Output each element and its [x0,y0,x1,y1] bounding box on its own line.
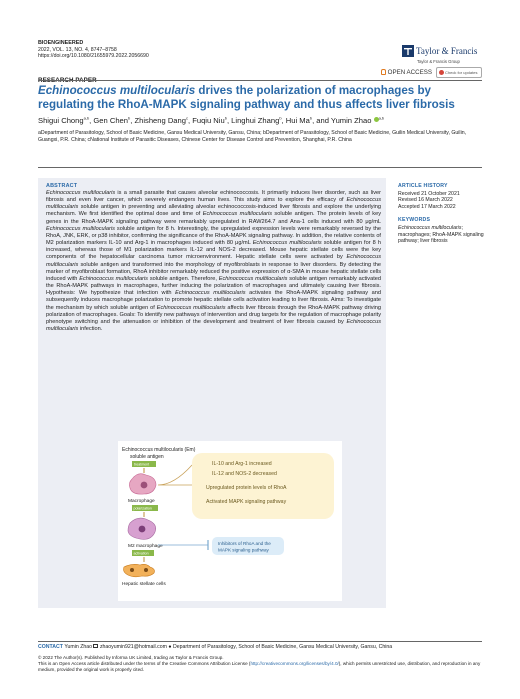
keywords-text: Echinococcus multilocularis; macrophages; RhoA-MAPK signaling pathway; liver fibrosis [398,224,484,245]
footer-divider [38,641,482,642]
macrophage-label: Macrophage [128,499,155,504]
journal-name: BIOENGINEERED [38,40,84,46]
article-type: RESEARCH PAPER [38,77,97,84]
received-date: Received 21 October 2021 [398,190,460,197]
hsc-label: Hepatic stellate cells [122,582,166,587]
taylor-francis-icon [402,45,414,57]
journal-volume: 2022, VOL. 13, NO. 4, 8747–8758 [38,46,117,53]
header-divider [38,80,482,81]
revised-date: Revised 16 March 2022 [398,197,453,204]
contact-name: Yumin Zhao [64,644,93,650]
keywords-heading: KEYWORDS [398,217,431,224]
antigen-label: Echinococcus multilocularis (Em) [122,447,196,453]
journal-info [38,40,149,60]
affiliation-divider [38,167,482,168]
article-type-row [38,69,482,84]
result-line-1: IL-10 and Arg-1 increased [212,461,272,467]
check-updates-label: Check for updates [445,70,478,75]
inhibitor-line-1: Inhibitors of RhoA and the [218,541,271,546]
open-lock-icon [381,69,386,75]
inhibitor-line-2: MAPK signaling pathway [218,547,269,553]
graphical-abstract [118,441,342,601]
abstract-heading: ABSTRACT [46,183,78,189]
title-text: drives the polarization of macrophages by regulating the RhoA-MAPK signaling pathway and thus affects liver fibrosis [38,84,455,111]
author-list [38,115,482,125]
license-line: This is an Open Access article distributed under the terms of the Creative Commons Attribution License (http://creativecommons.org/licenses/by/4.0/), which permits unrestricted use, distribution, and reproduction in any medium, provided the original work is properly cited. [38,661,481,673]
address-icon: ● [168,644,172,650]
article-title [38,84,488,112]
antigen-label-2: soluble antigen [130,454,164,460]
open-access-label: OPEN ACCESS [387,69,432,76]
result-line-4: Activated MAPK signaling pathway [206,499,287,505]
title-species: Echinococcus multilocularis [38,84,196,97]
history-heading: ARTICLE HISTORY [398,183,448,189]
svg-text:polarization: polarization [133,506,152,511]
contact-email[interactable]: zhaoyumin921@hotmail.com [99,644,167,650]
article-sidebar [398,183,484,245]
license-link[interactable]: http://creativecommons.org/licenses/by/4.0/ [250,661,339,667]
accepted-date: Accepted 17 March 2022 [398,203,456,210]
publisher-name: Taylor & Francis [416,45,478,56]
authors-text: Shigui Chong$^{a,b}$, Gen Chen$^b$, Zhisheng Dang$^c$, Fuqiu Niu$^b$, Linghui Zhang$^b$, Hui Ma$^b$, and Yumin Zhao $^{a,b}$ [38,115,385,125]
crossmark-icon [439,70,444,75]
copyright-line: © 2022 The Author(s). Published by Informa UK Limited, trading as Taylor & Francis Group. [38,655,224,660]
svg-text:activation: activation [133,551,149,556]
contact-address: Department of Parasitology, School of Basic Medicine, Gansu Medical University, Gansu, China [172,644,393,650]
affiliations: aDepartment of Parasitology, School of Basic Medicine, Gansu Medical University, Gansu, China; bDepartment of Parasitology, School of Basic Medicine, Guilin Medical University, Guilin, Guangxi, P.R. China; cNational Institute of Parasitic Diseases, Chinese Center for Disease Control and Prevention, Shanghai, P.R. China [38,130,467,144]
publisher-logo [402,42,482,64]
check-updates-button[interactable] [436,67,482,78]
copyright-notice [38,655,482,674]
abstract-text: Echinococcus multilocularis is a small parasite that causes alveolar echinococcosis. It primarily induces liver disorder, such as liver fibrosis and even liver cancer, which severely endangers human lives. This study aims to explore the efficacy of Echinococcus multilocularis soluble antigen in preventing and alleviating alveolar echinococcosis-induced liver fibrosis and explore the underlying mechanism. We first identified the optimal dose and time of Echinococcus multilocularis soluble antigen. The protein levels of key genes in the RhoA-MAPK signaling pathway were remarkably upregulated in RAW264.7 and Ana-1 cells induced with 80 μg/mL Echinococcus multilocularis soluble antigen for 8 h. Interestingly, the upregulated expression levels were remarkably reversed by the RhoA, JNK, ERK, or p38 inhibitor, confirming the significance of the RhoA-MAPK signaling pathway. In addition, the relative contents of M2 polarization markers IL-10 and Arg-1 in macrophages induced with 80 μg/mL Echinococcus multilocularis soluble antigen for 8 h increased, whereas those of M1 polarization markers IL-12 and NOS-2 decreased. Mouse hepatic stellate cells were the key components of the hepatocellular carcinoma tumor microenvironment. Hepatic stellate cells were activated by Echinococcus multilocularis soluble antigen and transformed into the morphology of myofibroblasts in response to liver disorders. By detecting the marker of myofibroblast formation, RhoA inhibitor remarkably reduced the positive expression of α-SMA in mouse hepatic stellate cells induced with Echinococcus multilocularis soluble antigen. Therefore, Echinococcus multilocularis soluble antigen remarkably activated the RhoA-MAPK pathways in macrophages, further inducing the polarization of macrophages and ultimately causing liver fibrosis. Hypothesis: We hypothesize that infection with Echinococcus multilocularis activates the RhoA-MAPK signaling pathway and subsequently induces macrophage polarization to promote hepatic stellate cells activation leading to liver fibrosis. Aims: To investigate the mechanism by which soluble antigen of Echinococcus multilocularis affects liver fibrosis through the RhoA-MAPK pathway driving polarization of macrophages. Goals: To identify new pathways of intervention and drug targets for the regulation of macrophage polarity phenotype switching and the attenuation or inhibition of the development and treatment of liver fibrosis caused by Echinococcus multilocularis infection. [46,190,382,332]
contact-line [38,644,482,651]
svg-text:treatment: treatment [134,462,150,467]
email-icon [93,644,98,648]
publisher-subtitle: Taylor & Francis Group [417,59,460,64]
open-access-badge [381,69,432,76]
journal-doi[interactable]: https://doi.org/10.1080/21655979.2022.2056690 [38,53,149,60]
result-line-3: Upregulated protein levels of RhoA [206,485,287,491]
result-line-2: IL-12 and NOS-2 decreased [212,471,277,477]
contact-label: CONTACT [38,644,63,650]
m2-label: M2 macrophage [128,544,163,549]
